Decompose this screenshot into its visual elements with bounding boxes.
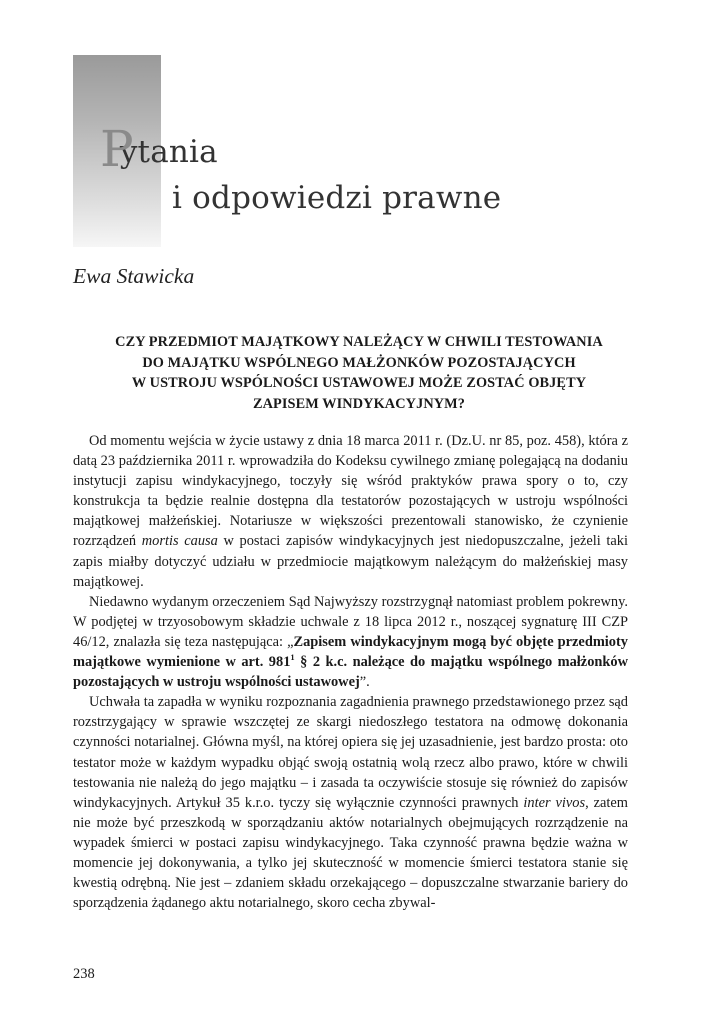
p3-text-end: , zatem nie może być przeszkodą w sporządzaniu aktów notarialnych obejmujących rozrządzenie na wypadek śmierci w postaci zapisu windykacyjnego. Taka czynność prawna będzie ważna w momencie jej dokonywania, a tylko jej skuteczność w momencie śmierci testatora stanie się kwestią odrębną. Nie jest – zdaniem składu orzekającego – dopuszczalne stwarzanie bariery do sporządzenia żądanego aktu notarialnego, skoro cecha zbywal- <box>73 794 628 912</box>
page-number: 238 <box>73 966 95 982</box>
p2-text: Niedawno wydanym orzeczeniem Sąd Najwyższy rozstrzygnął natomiast problem pokrewny. W podjętej w trzyosobowym składzie uchwale z 18 lipca 2012 r., noszącej sygnaturę III CZP 46/12, znalazła się teza następująca: „ <box>73 593 628 650</box>
p2-text-end: ”. <box>359 674 370 691</box>
p3-latin-term: inter vivos <box>523 794 586 811</box>
p1-latin-term: mortis causa <box>141 533 218 550</box>
body-paragraph-1 <box>73 431 628 592</box>
article-body <box>73 431 628 913</box>
title-line-1-text: ytania <box>119 134 218 170</box>
p2-superscript: 1 <box>290 652 295 663</box>
body-paragraph-3 <box>73 692 628 913</box>
body-paragraph-2 <box>73 592 628 692</box>
p3-text: Uchwała ta zapadła w wyniku rozpoznania zagadnienia prawnego przedstawionego przez sąd rozstrzygający w sprawie wszczętej ze skargi niedoszłego testatora na odmowę dokonania czynności notarialnej. Główna myśl, na której opiera się jej uzasadnienie, jest bardzo prosta: oto testator może w każdym wypadku objąć swoją ostatnią wolą rzecz albo prawo, które w chwili testowania nie należą do jego majątku – i zasada ta oczywiście stosuje się również do zapisów windykacyjnych. Artykuł 35 k.r.o. tyczy się wyłącznie czynności prawnych <box>73 694 628 811</box>
section-title-line-1 <box>100 120 501 178</box>
title-initial-letter: P <box>100 120 134 178</box>
question-line: CZY PRZEDMIOT MAJĄTKOWY NALEŻĄCY W CHWILI TESTOWANIA <box>115 334 603 350</box>
question-line: ZAPISEM WINDYKACYJNYM? <box>252 395 466 412</box>
section-title <box>100 122 501 221</box>
p1-text-end: w postaci zapisów windykacyjnych jest niedopuszczalne, jeżeli taki zapis miałby dotyczyć udziału w przedmiocie majątkowym należącym do małżeńskiej masy majątkowej. <box>73 533 628 590</box>
article-question-heading <box>73 332 645 414</box>
question-line: W USTROJU WSPÓLNOŚCI USTAWOWEJ MOŻE ZOSTAĆ OBJĘTY <box>131 375 587 391</box>
author-name: Ewa Stawicka <box>73 264 195 288</box>
p2-thesis-part-b: § 2 k.c. należące do majątku wspólnego małżonków pozostających w ustroju wspólności ustawowej <box>73 654 628 691</box>
question-line: DO MAJĄTKU WSPÓLNEGO MAŁŻONKÓW POZOSTAJĄCYCH <box>142 354 576 371</box>
section-title-line-2: i odpowiedzi prawne <box>172 180 502 216</box>
p1-text: Od momentu wejścia w życie ustawy z dnia 18 marca 2011 r. (Dz.U. nr 85, poz. 458), która z datą 23 października 2011 r. wprowadziła do Kodeksu cywilnego zmianę polegającą na dodaniu instytucji zapisu windykacyjnego, toczyły się wśród praktyków prawa spory o to, czy konstrukcja ta będzie realnie dostępna dla testatorów pozostających w ustroju wspólności majątkowej małżeńskiej. Notariusze w większości prezentowali stanowisko, że czynienie rozrządzeń <box>73 433 628 550</box>
p2-thesis-part-a: Zapisem windykacyjnym mogą być objęte przedmioty majątkowe wymienione w art. 981 <box>73 633 628 671</box>
